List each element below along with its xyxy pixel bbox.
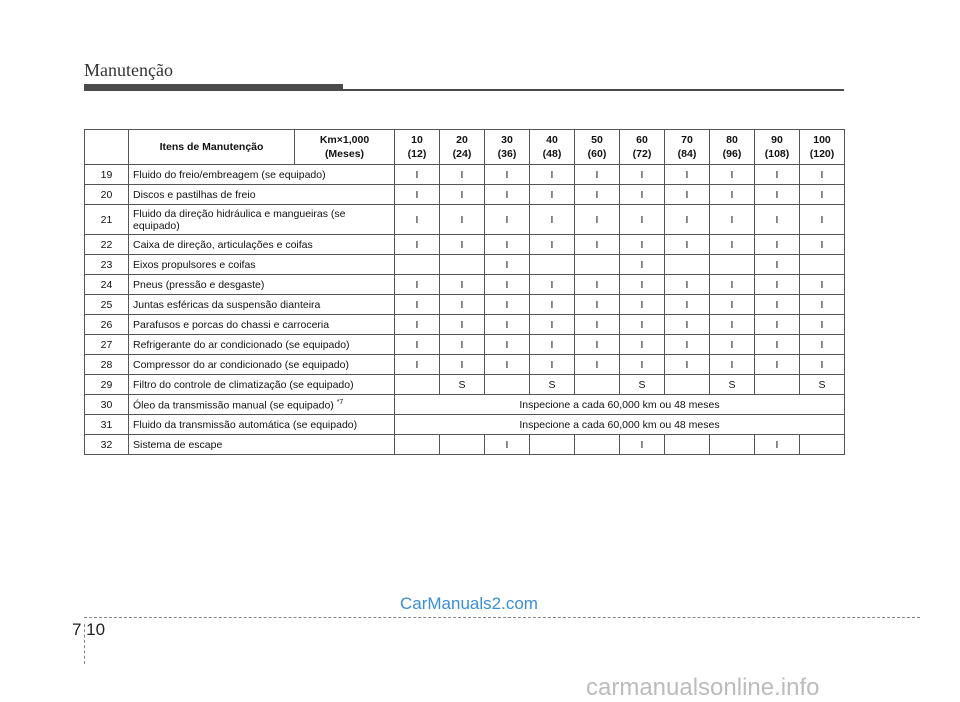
site-watermark: carmanualsonline.info <box>586 674 820 701</box>
table-row <box>85 435 845 455</box>
schedule-cell: I <box>440 185 485 205</box>
row-description: Juntas esféricas da suspensão dianteira <box>129 295 395 315</box>
header-col <box>710 130 755 165</box>
schedule-cell: I <box>620 165 665 185</box>
row-number: 25 <box>85 295 129 315</box>
header-interval-km: Km×1,000 <box>319 134 370 146</box>
schedule-cell: I <box>800 275 845 295</box>
header-col-months: (12) <box>407 148 427 160</box>
schedule-cell: I <box>575 315 620 335</box>
schedule-cell: I <box>575 165 620 185</box>
schedule-cell <box>530 435 575 455</box>
table-row <box>85 395 845 415</box>
schedule-cell <box>575 255 620 275</box>
header-col <box>395 130 440 165</box>
header-col-km: 30 <box>501 134 513 146</box>
schedule-cell: I <box>485 335 530 355</box>
schedule-cell: I <box>530 355 575 375</box>
row-description: Fluido do freio/embreagem (se equipado) <box>129 165 395 185</box>
header-interval <box>295 130 395 165</box>
header-rule <box>84 89 844 91</box>
schedule-cell: I <box>530 295 575 315</box>
header-col-months: (36) <box>497 148 517 160</box>
schedule-cell: I <box>665 355 710 375</box>
schedule-cell <box>485 375 530 395</box>
table-row <box>85 185 845 205</box>
schedule-cell <box>755 375 800 395</box>
schedule-cell: I <box>710 315 755 335</box>
schedule-cell: I <box>755 275 800 295</box>
row-number: 31 <box>85 415 129 435</box>
schedule-cell: S <box>800 375 845 395</box>
schedule-cell <box>440 255 485 275</box>
header-col-km: 80 <box>726 134 738 146</box>
schedule-cell: I <box>440 235 485 255</box>
header-col-months: (24) <box>452 148 472 160</box>
row-number: 29 <box>85 375 129 395</box>
header-col-months: (72) <box>632 148 652 160</box>
inspection-note: Inspecione a cada 60,000 km ou 48 meses <box>395 395 845 415</box>
row-description: Compressor do ar condicionado (se equipado) <box>129 355 395 375</box>
schedule-cell: I <box>530 235 575 255</box>
row-description: Fluido da transmissão automática (se equipado) <box>129 415 395 435</box>
row-number: 32 <box>85 435 129 455</box>
table-header-row <box>85 130 845 165</box>
schedule-cell: I <box>710 295 755 315</box>
schedule-cell: I <box>485 235 530 255</box>
schedule-cell: I <box>620 335 665 355</box>
schedule-cell: I <box>755 295 800 315</box>
header-col-km: 40 <box>546 134 558 146</box>
schedule-cell <box>440 435 485 455</box>
schedule-cell: I <box>530 315 575 335</box>
schedule-cell: I <box>440 295 485 315</box>
header-col-km: 90 <box>771 134 783 146</box>
table-row <box>85 275 845 295</box>
table-row <box>85 415 845 435</box>
maintenance-table <box>84 129 845 455</box>
schedule-cell: I <box>395 295 440 315</box>
header-item: Itens de Manutenção <box>129 130 295 165</box>
page-number: 7 10 <box>72 620 106 639</box>
schedule-cell: I <box>665 185 710 205</box>
table-row <box>85 205 845 235</box>
header-col-km: 50 <box>591 134 603 146</box>
row-number: 30 <box>85 395 129 415</box>
schedule-cell: I <box>665 295 710 315</box>
schedule-cell <box>575 435 620 455</box>
schedule-cell: I <box>800 315 845 335</box>
schedule-cell: I <box>530 205 575 235</box>
schedule-cell <box>710 255 755 275</box>
schedule-cell: I <box>575 235 620 255</box>
schedule-cell: I <box>710 185 755 205</box>
row-description-text: Óleo da transmissão manual (se equipado) <box>133 399 334 412</box>
schedule-cell: I <box>485 435 530 455</box>
schedule-cell: I <box>440 335 485 355</box>
schedule-cell: I <box>620 315 665 335</box>
row-number: 20 <box>85 185 129 205</box>
schedule-cell <box>800 435 845 455</box>
schedule-cell: I <box>575 295 620 315</box>
row-number: 21 <box>85 205 129 235</box>
table-row <box>85 255 845 275</box>
schedule-cell <box>395 435 440 455</box>
table-row <box>85 375 845 395</box>
header-col-months: (96) <box>722 148 742 160</box>
schedule-cell: I <box>620 355 665 375</box>
row-description: Fluido da direção hidráulica e mangueiras (se equipado) <box>129 205 395 235</box>
schedule-cell: I <box>485 185 530 205</box>
schedule-cell: I <box>575 205 620 235</box>
schedule-cell: I <box>755 355 800 375</box>
row-number: 24 <box>85 275 129 295</box>
schedule-cell: I <box>575 335 620 355</box>
schedule-cell: I <box>710 355 755 375</box>
schedule-cell: I <box>800 165 845 185</box>
schedule-cell <box>800 255 845 275</box>
header-col-km: 100 <box>813 134 831 146</box>
schedule-cell <box>665 255 710 275</box>
schedule-cell: I <box>485 255 530 275</box>
row-number: 26 <box>85 315 129 335</box>
schedule-cell: I <box>800 205 845 235</box>
schedule-cell: I <box>485 205 530 235</box>
row-description: Sistema de escape <box>129 435 395 455</box>
schedule-cell: I <box>395 275 440 295</box>
schedule-cell: I <box>755 205 800 235</box>
schedule-cell: I <box>620 205 665 235</box>
schedule-cell: I <box>755 435 800 455</box>
header-col <box>665 130 710 165</box>
header-col-km: 20 <box>456 134 468 146</box>
header-col-km: 70 <box>681 134 693 146</box>
schedule-cell: I <box>755 165 800 185</box>
schedule-cell: I <box>800 295 845 315</box>
schedule-cell: I <box>485 165 530 185</box>
schedule-cell: I <box>620 235 665 255</box>
schedule-cell: I <box>395 235 440 255</box>
header-col <box>755 130 800 165</box>
schedule-cell: I <box>530 335 575 355</box>
row-description: Caixa de direção, articulações e coifas <box>129 235 395 255</box>
schedule-cell: I <box>620 275 665 295</box>
row-number: 28 <box>85 355 129 375</box>
row-number: 27 <box>85 335 129 355</box>
schedule-cell: I <box>665 205 710 235</box>
schedule-cell <box>665 435 710 455</box>
schedule-cell: I <box>710 165 755 185</box>
header-col-months: (108) <box>764 148 790 160</box>
schedule-cell: I <box>395 315 440 335</box>
schedule-cell: I <box>800 335 845 355</box>
schedule-cell: I <box>440 315 485 335</box>
header-col-km: 10 <box>411 134 423 146</box>
header-col-km: 60 <box>636 134 648 146</box>
schedule-cell: I <box>800 185 845 205</box>
row-description: Eixos propulsores e coifas <box>129 255 395 275</box>
row-number: 19 <box>85 165 129 185</box>
schedule-cell: I <box>620 185 665 205</box>
schedule-cell <box>575 375 620 395</box>
row-description: Refrigerante do ar condicionado (se equipado) <box>129 335 395 355</box>
schedule-cell: I <box>530 165 575 185</box>
header-col-months: (48) <box>542 148 562 160</box>
schedule-cell: I <box>665 335 710 355</box>
header-col-months: (60) <box>587 148 607 160</box>
schedule-cell: I <box>395 205 440 235</box>
table-row <box>85 235 845 255</box>
footer-dotted-rule <box>84 617 920 618</box>
schedule-cell: S <box>710 375 755 395</box>
schedule-cell: I <box>755 185 800 205</box>
page-title: Manutenção <box>84 60 173 80</box>
schedule-cell: I <box>395 355 440 375</box>
header-col-months: (84) <box>677 148 697 160</box>
schedule-cell <box>395 375 440 395</box>
schedule-cell: I <box>485 315 530 335</box>
schedule-cell: S <box>620 375 665 395</box>
schedule-cell: I <box>485 355 530 375</box>
header-interval-months: (Meses) <box>324 148 365 160</box>
schedule-cell: I <box>665 165 710 185</box>
schedule-cell: I <box>485 295 530 315</box>
row-description: Discos e pastilhas de freio <box>129 185 395 205</box>
schedule-cell <box>530 255 575 275</box>
schedule-cell: I <box>800 235 845 255</box>
schedule-cell: I <box>575 185 620 205</box>
schedule-cell: I <box>395 185 440 205</box>
header-col <box>530 130 575 165</box>
schedule-cell: I <box>710 235 755 255</box>
schedule-cell: I <box>395 165 440 185</box>
schedule-cell: I <box>440 205 485 235</box>
schedule-cell: I <box>530 185 575 205</box>
row-description: Filtro do controle de climatização (se equipado) <box>129 375 395 395</box>
schedule-cell: I <box>800 355 845 375</box>
header-col <box>800 130 845 165</box>
schedule-cell: S <box>440 375 485 395</box>
schedule-cell: I <box>665 315 710 335</box>
header-col <box>485 130 530 165</box>
table-row <box>85 165 845 185</box>
schedule-cell: I <box>755 335 800 355</box>
inspection-note: Inspecione a cada 60,000 km ou 48 meses <box>395 415 845 435</box>
schedule-cell: I <box>575 275 620 295</box>
schedule-cell: I <box>755 255 800 275</box>
header-col <box>575 130 620 165</box>
schedule-cell: I <box>440 165 485 185</box>
table-row <box>85 315 845 335</box>
schedule-cell: I <box>575 355 620 375</box>
schedule-cell: I <box>620 255 665 275</box>
row-description <box>129 395 395 415</box>
schedule-cell: I <box>440 275 485 295</box>
header-col <box>620 130 665 165</box>
schedule-cell: I <box>485 275 530 295</box>
row-description: Parafusos e porcas do chassi e carroceria <box>129 315 395 335</box>
row-number: 22 <box>85 235 129 255</box>
footnote-marker: *7 <box>336 399 344 407</box>
schedule-cell: I <box>395 335 440 355</box>
header-col-months: (120) <box>809 148 835 160</box>
schedule-cell: S <box>530 375 575 395</box>
schedule-cell: I <box>710 275 755 295</box>
schedule-cell: I <box>440 355 485 375</box>
table-row <box>85 335 845 355</box>
table-row <box>85 355 845 375</box>
schedule-cell: I <box>620 435 665 455</box>
watermark-link[interactable]: CarManuals2.com <box>400 594 538 613</box>
table-row <box>85 295 845 315</box>
schedule-cell <box>395 255 440 275</box>
header-col <box>440 130 485 165</box>
schedule-cell: I <box>530 275 575 295</box>
schedule-cell: I <box>710 205 755 235</box>
row-description: Pneus (pressão e desgaste) <box>129 275 395 295</box>
schedule-cell: I <box>755 315 800 335</box>
schedule-cell: I <box>620 295 665 315</box>
schedule-cell: I <box>665 235 710 255</box>
schedule-cell: I <box>665 275 710 295</box>
header-number-cell <box>85 130 129 165</box>
schedule-cell: I <box>755 235 800 255</box>
schedule-cell <box>710 435 755 455</box>
schedule-cell <box>665 375 710 395</box>
schedule-cell: I <box>710 335 755 355</box>
row-number: 23 <box>85 255 129 275</box>
